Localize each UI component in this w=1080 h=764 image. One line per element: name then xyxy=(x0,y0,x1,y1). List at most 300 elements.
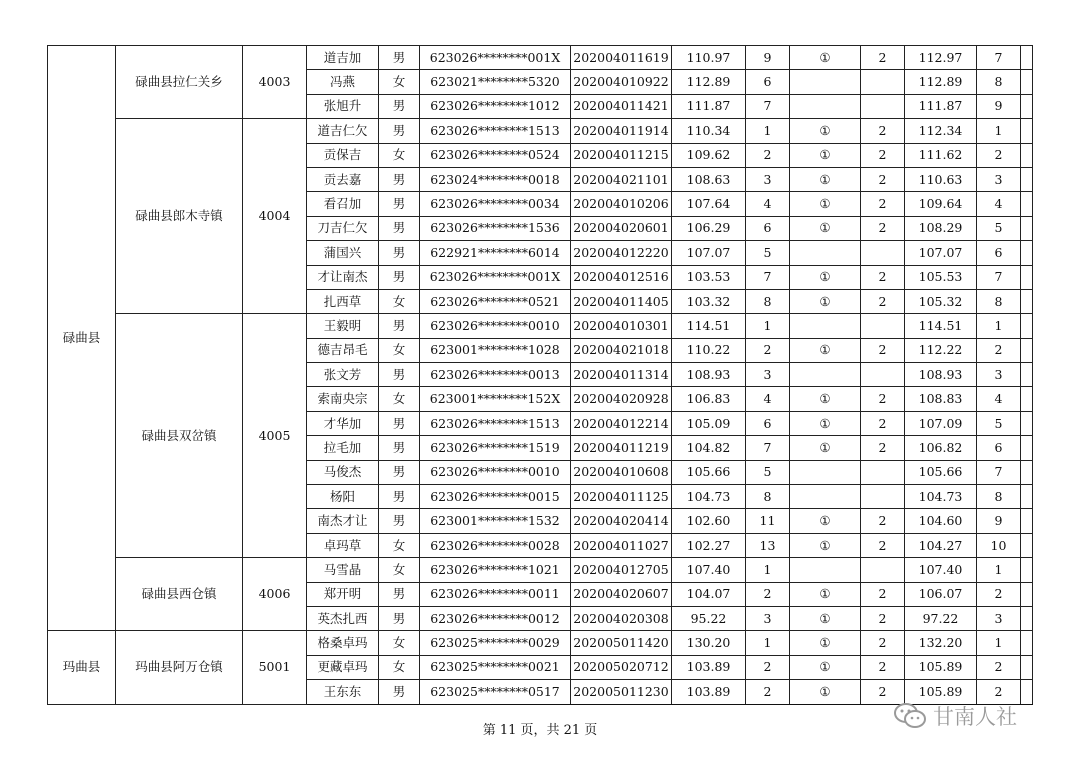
gender-cell: 女 xyxy=(379,631,420,655)
rank2-cell: 6 xyxy=(977,241,1021,265)
total-cell: 105.32 xyxy=(905,289,977,313)
rank2-cell: 2 xyxy=(977,143,1021,167)
bonus-points-cell: 2 xyxy=(861,167,905,191)
table-row xyxy=(48,119,1033,143)
exam-no-cell: 202004012220 xyxy=(571,241,672,265)
bonus-mark-cell xyxy=(790,314,861,338)
watermark-text: 甘南人社 xyxy=(933,705,1017,729)
bonus-mark-cell: ① xyxy=(790,680,861,704)
rank2-cell: 8 xyxy=(977,485,1021,509)
score-cell: 110.22 xyxy=(672,338,746,362)
total-cell: 97.22 xyxy=(905,606,977,630)
id-no-cell: 623001********1532 xyxy=(420,509,571,533)
total-cell: 112.22 xyxy=(905,338,977,362)
rank2-cell: 7 xyxy=(977,46,1021,70)
bonus-mark-cell xyxy=(790,485,861,509)
rank2-cell: 3 xyxy=(977,363,1021,387)
results-table xyxy=(47,45,1033,705)
bonus-points-cell: 2 xyxy=(861,631,905,655)
exam-no-cell: 202004011914 xyxy=(571,119,672,143)
exam-no-cell: 202004010206 xyxy=(571,192,672,216)
bonus-mark-cell: ① xyxy=(790,655,861,679)
page-footer: 第 11 页，共 21 页 xyxy=(482,723,598,738)
bonus-points-cell: 2 xyxy=(861,655,905,679)
gender-cell: 男 xyxy=(379,680,420,704)
id-no-cell: 623024********0018 xyxy=(420,167,571,191)
bonus-mark-cell: ① xyxy=(790,119,861,143)
rank2-cell: 3 xyxy=(977,606,1021,630)
blank-cell xyxy=(1021,143,1033,167)
table-row xyxy=(48,314,1033,338)
bonus-mark-cell: ① xyxy=(790,192,861,216)
gender-cell: 女 xyxy=(379,533,420,557)
score-cell: 103.53 xyxy=(672,265,746,289)
blank-cell xyxy=(1021,606,1033,630)
id-no-cell: 623025********0021 xyxy=(420,655,571,679)
id-no-cell: 623026********0010 xyxy=(420,314,571,338)
rank1-cell: 1 xyxy=(746,119,790,143)
table-row xyxy=(48,558,1033,582)
blank-cell xyxy=(1021,94,1033,118)
exam-no-cell: 202005011420 xyxy=(571,631,672,655)
rank1-cell: 7 xyxy=(746,436,790,460)
name-cell: 贡去嘉 xyxy=(307,167,379,191)
total-cell: 107.07 xyxy=(905,241,977,265)
id-no-cell: 623026********1513 xyxy=(420,119,571,143)
bonus-points-cell xyxy=(861,314,905,338)
blank-cell xyxy=(1021,289,1033,313)
exam-no-cell: 202005011230 xyxy=(571,680,672,704)
bonus-points-cell xyxy=(861,485,905,509)
exam-no-cell: 202004020414 xyxy=(571,509,672,533)
total-cell: 104.60 xyxy=(905,509,977,533)
exam-no-cell: 202004012214 xyxy=(571,411,672,435)
score-cell: 106.83 xyxy=(672,387,746,411)
id-no-cell: 623026********0013 xyxy=(420,363,571,387)
rank1-cell: 13 xyxy=(746,533,790,557)
bonus-mark-cell: ① xyxy=(790,509,861,533)
exam-no-cell: 202005020712 xyxy=(571,655,672,679)
rank2-cell: 1 xyxy=(977,314,1021,338)
score-cell: 103.32 xyxy=(672,289,746,313)
name-cell: 贡保吉 xyxy=(307,143,379,167)
score-cell: 111.87 xyxy=(672,94,746,118)
id-no-cell: 623026********1519 xyxy=(420,436,571,460)
rank1-cell: 7 xyxy=(746,94,790,118)
score-cell: 103.89 xyxy=(672,680,746,704)
total-cell: 112.34 xyxy=(905,119,977,143)
score-cell: 103.89 xyxy=(672,655,746,679)
bonus-mark-cell: ① xyxy=(790,338,861,362)
blank-cell xyxy=(1021,241,1033,265)
name-cell: 王东东 xyxy=(307,680,379,704)
id-no-cell: 623026********0524 xyxy=(420,143,571,167)
bonus-mark-cell: ① xyxy=(790,436,861,460)
gender-cell: 女 xyxy=(379,289,420,313)
score-cell: 107.64 xyxy=(672,192,746,216)
total-cell: 112.89 xyxy=(905,70,977,94)
score-cell: 110.97 xyxy=(672,46,746,70)
name-cell: 王毅明 xyxy=(307,314,379,338)
rank2-cell: 7 xyxy=(977,265,1021,289)
bonus-mark-cell: ① xyxy=(790,411,861,435)
rank1-cell: 7 xyxy=(746,265,790,289)
bonus-mark-cell: ① xyxy=(790,606,861,630)
gender-cell: 男 xyxy=(379,167,420,191)
total-cell: 106.07 xyxy=(905,582,977,606)
watermark xyxy=(893,701,1017,731)
total-cell: 112.97 xyxy=(905,46,977,70)
blank-cell xyxy=(1021,582,1033,606)
total-cell: 106.82 xyxy=(905,436,977,460)
score-cell: 114.51 xyxy=(672,314,746,338)
bonus-mark-cell xyxy=(790,460,861,484)
rank1-cell: 5 xyxy=(746,460,790,484)
total-cell: 105.89 xyxy=(905,655,977,679)
bonus-mark-cell: ① xyxy=(790,46,861,70)
bonus-mark-cell: ① xyxy=(790,387,861,411)
blank-cell xyxy=(1021,509,1033,533)
id-no-cell: 623026********0521 xyxy=(420,289,571,313)
name-cell: 冯燕 xyxy=(307,70,379,94)
blank-cell xyxy=(1021,338,1033,362)
rank2-cell: 3 xyxy=(977,167,1021,191)
id-no-cell: 623025********0029 xyxy=(420,631,571,655)
bonus-points-cell xyxy=(861,94,905,118)
name-cell: 道吉加 xyxy=(307,46,379,70)
name-cell: 才让南杰 xyxy=(307,265,379,289)
bonus-points-cell: 2 xyxy=(861,289,905,313)
bonus-points-cell: 2 xyxy=(861,582,905,606)
bonus-points-cell xyxy=(861,70,905,94)
code-cell: 5001 xyxy=(243,631,307,704)
id-no-cell: 623026********0011 xyxy=(420,582,571,606)
rank1-cell: 5 xyxy=(746,241,790,265)
rank2-cell: 2 xyxy=(977,582,1021,606)
score-cell: 130.20 xyxy=(672,631,746,655)
blank-cell xyxy=(1021,485,1033,509)
gender-cell: 女 xyxy=(379,143,420,167)
id-no-cell: 623026********1021 xyxy=(420,558,571,582)
bonus-mark-cell: ① xyxy=(790,631,861,655)
name-cell: 郑开明 xyxy=(307,582,379,606)
id-no-cell: 623026********0034 xyxy=(420,192,571,216)
id-no-cell: 623021********5320 xyxy=(420,70,571,94)
blank-cell xyxy=(1021,655,1033,679)
id-no-cell: 623026********0028 xyxy=(420,533,571,557)
town-cell: 玛曲县阿万仓镇 xyxy=(116,631,243,704)
rank1-cell: 2 xyxy=(746,338,790,362)
bonus-points-cell xyxy=(861,363,905,387)
gender-cell: 男 xyxy=(379,582,420,606)
name-cell: 刀吉仁欠 xyxy=(307,216,379,240)
rank2-cell: 6 xyxy=(977,436,1021,460)
rank1-cell: 2 xyxy=(746,582,790,606)
exam-no-cell: 202004020601 xyxy=(571,216,672,240)
exam-no-cell: 202004011027 xyxy=(571,533,672,557)
total-cell: 105.53 xyxy=(905,265,977,289)
blank-cell xyxy=(1021,387,1033,411)
exam-no-cell: 202004012516 xyxy=(571,265,672,289)
name-cell: 马雪晶 xyxy=(307,558,379,582)
score-cell: 104.73 xyxy=(672,485,746,509)
rank2-cell: 4 xyxy=(977,387,1021,411)
bonus-mark-cell: ① xyxy=(790,289,861,313)
gender-cell: 男 xyxy=(379,192,420,216)
bonus-points-cell: 2 xyxy=(861,387,905,411)
county-cell: 碌曲县 xyxy=(48,46,116,631)
bonus-mark-cell: ① xyxy=(790,582,861,606)
exam-no-cell: 202004011215 xyxy=(571,143,672,167)
bonus-mark-cell: ① xyxy=(790,167,861,191)
bonus-mark-cell xyxy=(790,363,861,387)
exam-no-cell: 202004020308 xyxy=(571,606,672,630)
exam-no-cell: 202004011619 xyxy=(571,46,672,70)
name-cell: 英杰扎西 xyxy=(307,606,379,630)
gender-cell: 男 xyxy=(379,436,420,460)
rank1-cell: 3 xyxy=(746,606,790,630)
name-cell: 更藏卓玛 xyxy=(307,655,379,679)
exam-no-cell: 202004021101 xyxy=(571,167,672,191)
score-cell: 108.63 xyxy=(672,167,746,191)
rank1-cell: 2 xyxy=(746,143,790,167)
blank-cell xyxy=(1021,411,1033,435)
rank2-cell: 5 xyxy=(977,216,1021,240)
rank2-cell: 2 xyxy=(977,338,1021,362)
name-cell: 格桑卓玛 xyxy=(307,631,379,655)
exam-no-cell: 202004011421 xyxy=(571,94,672,118)
id-no-cell: 623026********001X xyxy=(420,265,571,289)
rank1-cell: 4 xyxy=(746,387,790,411)
score-cell: 105.66 xyxy=(672,460,746,484)
gender-cell: 男 xyxy=(379,509,420,533)
total-cell: 105.89 xyxy=(905,680,977,704)
bonus-points-cell xyxy=(861,241,905,265)
score-cell: 110.34 xyxy=(672,119,746,143)
score-cell: 104.82 xyxy=(672,436,746,460)
bonus-mark-cell: ① xyxy=(790,143,861,167)
rank1-cell: 11 xyxy=(746,509,790,533)
name-cell: 蒲国兴 xyxy=(307,241,379,265)
bonus-mark-cell: ① xyxy=(790,265,861,289)
blank-cell xyxy=(1021,558,1033,582)
blank-cell xyxy=(1021,631,1033,655)
name-cell: 才华加 xyxy=(307,411,379,435)
rank2-cell: 2 xyxy=(977,655,1021,679)
gender-cell: 男 xyxy=(379,485,420,509)
rank1-cell: 8 xyxy=(746,485,790,509)
total-cell: 132.20 xyxy=(905,631,977,655)
rank1-cell: 6 xyxy=(746,70,790,94)
name-cell: 马俊杰 xyxy=(307,460,379,484)
total-cell: 111.87 xyxy=(905,94,977,118)
score-cell: 105.09 xyxy=(672,411,746,435)
rank2-cell: 8 xyxy=(977,289,1021,313)
blank-cell xyxy=(1021,192,1033,216)
score-cell: 112.89 xyxy=(672,70,746,94)
score-cell: 102.60 xyxy=(672,509,746,533)
name-cell: 看召加 xyxy=(307,192,379,216)
gender-cell: 男 xyxy=(379,265,420,289)
rank1-cell: 2 xyxy=(746,655,790,679)
bonus-points-cell: 2 xyxy=(861,436,905,460)
total-cell: 105.66 xyxy=(905,460,977,484)
bonus-points-cell: 2 xyxy=(861,119,905,143)
gender-cell: 女 xyxy=(379,70,420,94)
name-cell: 卓玛草 xyxy=(307,533,379,557)
total-cell: 108.93 xyxy=(905,363,977,387)
gender-cell: 女 xyxy=(379,655,420,679)
score-cell: 108.93 xyxy=(672,363,746,387)
total-cell: 108.29 xyxy=(905,216,977,240)
bonus-mark-cell xyxy=(790,241,861,265)
total-cell: 108.83 xyxy=(905,387,977,411)
exam-no-cell: 202004010608 xyxy=(571,460,672,484)
gender-cell: 男 xyxy=(379,363,420,387)
rank1-cell: 1 xyxy=(746,631,790,655)
blank-cell xyxy=(1021,167,1033,191)
rank2-cell: 1 xyxy=(977,558,1021,582)
rank2-cell: 8 xyxy=(977,70,1021,94)
total-cell: 114.51 xyxy=(905,314,977,338)
exam-no-cell: 202004011219 xyxy=(571,436,672,460)
id-no-cell: 623025********0517 xyxy=(420,680,571,704)
bonus-points-cell: 2 xyxy=(861,606,905,630)
rank1-cell: 3 xyxy=(746,363,790,387)
name-cell: 杨阳 xyxy=(307,485,379,509)
code-cell: 4006 xyxy=(243,558,307,631)
wechat-icon xyxy=(893,702,927,730)
name-cell: 道吉仁欠 xyxy=(307,119,379,143)
blank-cell xyxy=(1021,265,1033,289)
bonus-points-cell: 2 xyxy=(861,46,905,70)
county-cell: 玛曲县 xyxy=(48,631,116,704)
blank-cell xyxy=(1021,119,1033,143)
total-cell: 107.09 xyxy=(905,411,977,435)
rank1-cell: 1 xyxy=(746,558,790,582)
blank-cell xyxy=(1021,533,1033,557)
total-cell: 109.64 xyxy=(905,192,977,216)
bonus-points-cell: 2 xyxy=(861,411,905,435)
bonus-points-cell: 2 xyxy=(861,680,905,704)
gender-cell: 女 xyxy=(379,558,420,582)
exam-no-cell: 202004010922 xyxy=(571,70,672,94)
bonus-mark-cell: ① xyxy=(790,216,861,240)
bonus-points-cell xyxy=(861,558,905,582)
bonus-points-cell: 2 xyxy=(861,265,905,289)
code-cell: 4004 xyxy=(243,119,307,314)
bonus-points-cell: 2 xyxy=(861,533,905,557)
gender-cell: 男 xyxy=(379,460,420,484)
exam-no-cell: 202004020607 xyxy=(571,582,672,606)
town-cell: 碌曲县郎木寺镇 xyxy=(116,119,243,314)
rank1-cell: 3 xyxy=(746,167,790,191)
gender-cell: 男 xyxy=(379,241,420,265)
exam-no-cell: 202004011405 xyxy=(571,289,672,313)
blank-cell xyxy=(1021,70,1033,94)
blank-cell xyxy=(1021,363,1033,387)
total-cell: 104.27 xyxy=(905,533,977,557)
name-cell: 拉毛加 xyxy=(307,436,379,460)
total-cell: 104.73 xyxy=(905,485,977,509)
exam-no-cell: 202004011314 xyxy=(571,363,672,387)
rank1-cell: 8 xyxy=(746,289,790,313)
bonus-points-cell: 2 xyxy=(861,216,905,240)
bonus-mark-cell: ① xyxy=(790,533,861,557)
total-cell: 111.62 xyxy=(905,143,977,167)
bonus-points-cell: 2 xyxy=(861,192,905,216)
blank-cell xyxy=(1021,314,1033,338)
rank2-cell: 9 xyxy=(977,509,1021,533)
name-cell: 扎西草 xyxy=(307,289,379,313)
gender-cell: 女 xyxy=(379,338,420,362)
name-cell: 南杰才让 xyxy=(307,509,379,533)
id-no-cell: 623026********0015 xyxy=(420,485,571,509)
gender-cell: 男 xyxy=(379,606,420,630)
bonus-points-cell xyxy=(861,460,905,484)
rank2-cell: 1 xyxy=(977,119,1021,143)
id-no-cell: 623026********0012 xyxy=(420,606,571,630)
score-cell: 106.29 xyxy=(672,216,746,240)
score-cell: 107.40 xyxy=(672,558,746,582)
bonus-points-cell: 2 xyxy=(861,338,905,362)
id-no-cell: 623026********1012 xyxy=(420,94,571,118)
score-cell: 109.62 xyxy=(672,143,746,167)
name-cell: 德吉昂毛 xyxy=(307,338,379,362)
blank-cell xyxy=(1021,460,1033,484)
bonus-points-cell: 2 xyxy=(861,509,905,533)
id-no-cell: 623001********1028 xyxy=(420,338,571,362)
code-cell: 4003 xyxy=(243,46,307,119)
table-row xyxy=(48,631,1033,655)
id-no-cell: 623001********152X xyxy=(420,387,571,411)
bonus-mark-cell xyxy=(790,94,861,118)
exam-no-cell: 202004011125 xyxy=(571,485,672,509)
score-cell: 95.22 xyxy=(672,606,746,630)
blank-cell xyxy=(1021,680,1033,704)
gender-cell: 男 xyxy=(379,46,420,70)
score-cell: 107.07 xyxy=(672,241,746,265)
score-cell: 102.27 xyxy=(672,533,746,557)
id-no-cell: 623026********001X xyxy=(420,46,571,70)
town-cell: 碌曲县双岔镇 xyxy=(116,314,243,558)
total-cell: 110.63 xyxy=(905,167,977,191)
table-row xyxy=(48,46,1033,70)
rank1-cell: 6 xyxy=(746,216,790,240)
rank1-cell: 4 xyxy=(746,192,790,216)
rank1-cell: 2 xyxy=(746,680,790,704)
rank2-cell: 10 xyxy=(977,533,1021,557)
gender-cell: 男 xyxy=(379,119,420,143)
code-cell: 4005 xyxy=(243,314,307,558)
rank2-cell: 4 xyxy=(977,192,1021,216)
id-no-cell: 623026********0010 xyxy=(420,460,571,484)
name-cell: 张旭升 xyxy=(307,94,379,118)
bonus-mark-cell xyxy=(790,70,861,94)
bonus-mark-cell xyxy=(790,558,861,582)
blank-cell xyxy=(1021,46,1033,70)
gender-cell: 男 xyxy=(379,94,420,118)
id-no-cell: 623026********1513 xyxy=(420,411,571,435)
exam-no-cell: 202004012705 xyxy=(571,558,672,582)
id-no-cell: 623026********1536 xyxy=(420,216,571,240)
rank2-cell: 1 xyxy=(977,631,1021,655)
gender-cell: 女 xyxy=(379,387,420,411)
gender-cell: 男 xyxy=(379,216,420,240)
name-cell: 张文芳 xyxy=(307,363,379,387)
rank1-cell: 1 xyxy=(746,314,790,338)
exam-no-cell: 202004010301 xyxy=(571,314,672,338)
